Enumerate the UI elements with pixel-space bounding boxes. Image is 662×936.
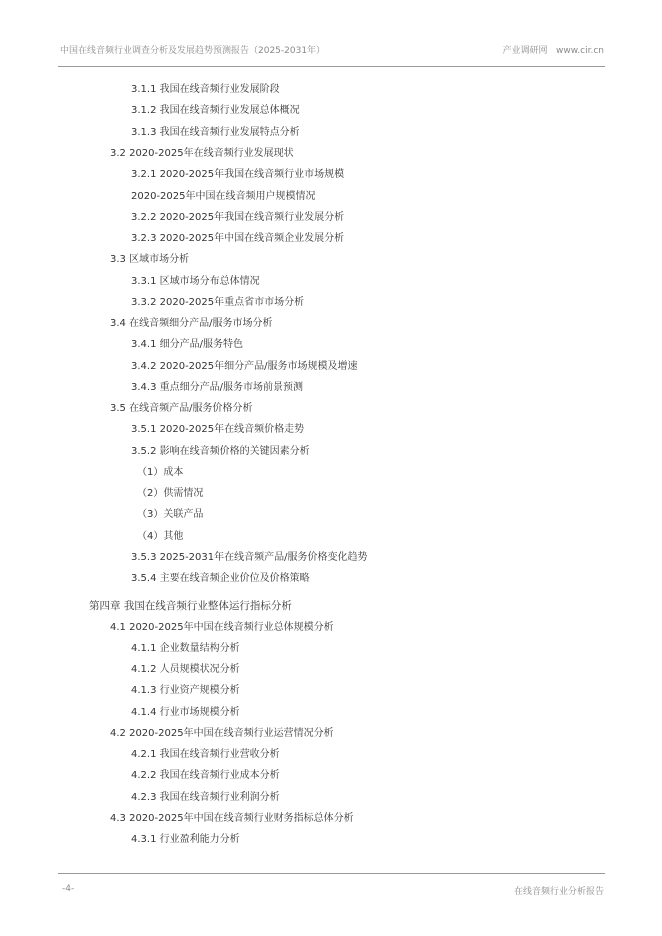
toc-item: 3.5.4 主要在线音频企业价位及价格策略 xyxy=(131,573,310,584)
toc-section: 3.5 在线音频产品/服务价格分析 xyxy=(110,403,253,414)
toc-item: （3）关联产品 xyxy=(137,509,204,520)
header-site-url: www.cir.cn xyxy=(556,46,604,56)
toc-item: 2020-2025年中国在线音频用户规模情况 xyxy=(131,191,316,202)
toc-section: 4.2 2020-2025年中国在线音频行业运营情况分析 xyxy=(110,728,334,739)
toc-item: 3.4.1 细分产品/服务特色 xyxy=(131,339,243,350)
header-report-title: 中国在线音频行业调查分析及发展趋势预测报告（2025-2031年） xyxy=(60,46,326,56)
toc-item: （1）成本 xyxy=(137,467,184,478)
toc-item: 3.1.3 我国在线音频行业发展特点分析 xyxy=(131,127,300,138)
footer-divider xyxy=(58,873,605,874)
toc-item: 4.3.1 行业盈利能力分析 xyxy=(131,834,240,845)
toc-item: 4.2.3 我国在线音频行业利润分析 xyxy=(131,792,280,803)
toc-chapter: 第四章 我国在线音频行业整体运行指标分析 xyxy=(89,600,292,612)
header-divider xyxy=(58,66,605,67)
toc-section: 4.1 2020-2025年中国在线音频行业总体规模分析 xyxy=(110,622,334,633)
toc-item: 4.1.2 人员规模状况分析 xyxy=(131,664,240,675)
toc-item: （2）供需情况 xyxy=(137,488,204,499)
footer-report-name: 在线音频行业分析报告 xyxy=(513,887,604,897)
toc-item: 4.1.1 企业数量结构分析 xyxy=(131,643,240,654)
toc-item: 3.4.3 重点细分产品/服务市场前景预测 xyxy=(131,382,303,393)
header-site-name: 产业调研网 xyxy=(502,46,548,56)
toc-item: 4.1.4 行业市场规模分析 xyxy=(131,707,240,718)
toc-item: 3.2.2 2020-2025年我国在线音频行业发展分析 xyxy=(131,212,345,223)
toc-item: 4.2.2 我国在线音频行业成本分析 xyxy=(131,770,280,781)
page-number: -4- xyxy=(62,884,75,894)
toc-item: 4.1.3 行业资产规模分析 xyxy=(131,685,240,696)
toc-section: 3.2 2020-2025年在线音频行业发展现状 xyxy=(110,148,294,159)
toc-item: 3.2.1 2020-2025年我国在线音频行业市场规模 xyxy=(131,169,345,180)
toc-item: 3.3.1 区域市场分布总体情况 xyxy=(131,276,260,287)
toc-item: 3.1.1 我国在线音频行业发展阶段 xyxy=(131,84,280,95)
toc-item: 3.4.2 2020-2025年细分产品/服务市场规模及增速 xyxy=(131,361,358,372)
toc-item: 3.5.3 2025-2031年在线音频产品/服务价格变化趋势 xyxy=(131,552,368,563)
toc-item: 4.2.1 我国在线音频行业营收分析 xyxy=(131,749,280,760)
toc-section: 4.3 2020-2025年中国在线音频行业财务指标总体分析 xyxy=(110,813,354,824)
header-site xyxy=(502,43,604,56)
toc-item: 3.5.2 影响在线音频价格的关键因素分析 xyxy=(131,446,310,457)
toc-item: 3.5.1 2020-2025年在线音频价格走势 xyxy=(131,424,305,435)
toc-section: 3.3 区域市场分析 xyxy=(110,254,190,265)
toc-item: 3.1.2 我国在线音频行业发展总体概况 xyxy=(131,105,300,116)
toc-item: 3.2.3 2020-2025年中国在线音频企业发展分析 xyxy=(131,233,345,244)
toc-item: 3.3.2 2020-2025年重点省市市场分析 xyxy=(131,297,305,308)
toc-section: 3.4 在线音频细分产品/服务市场分析 xyxy=(110,318,273,329)
toc-item: （4）其他 xyxy=(137,531,184,542)
